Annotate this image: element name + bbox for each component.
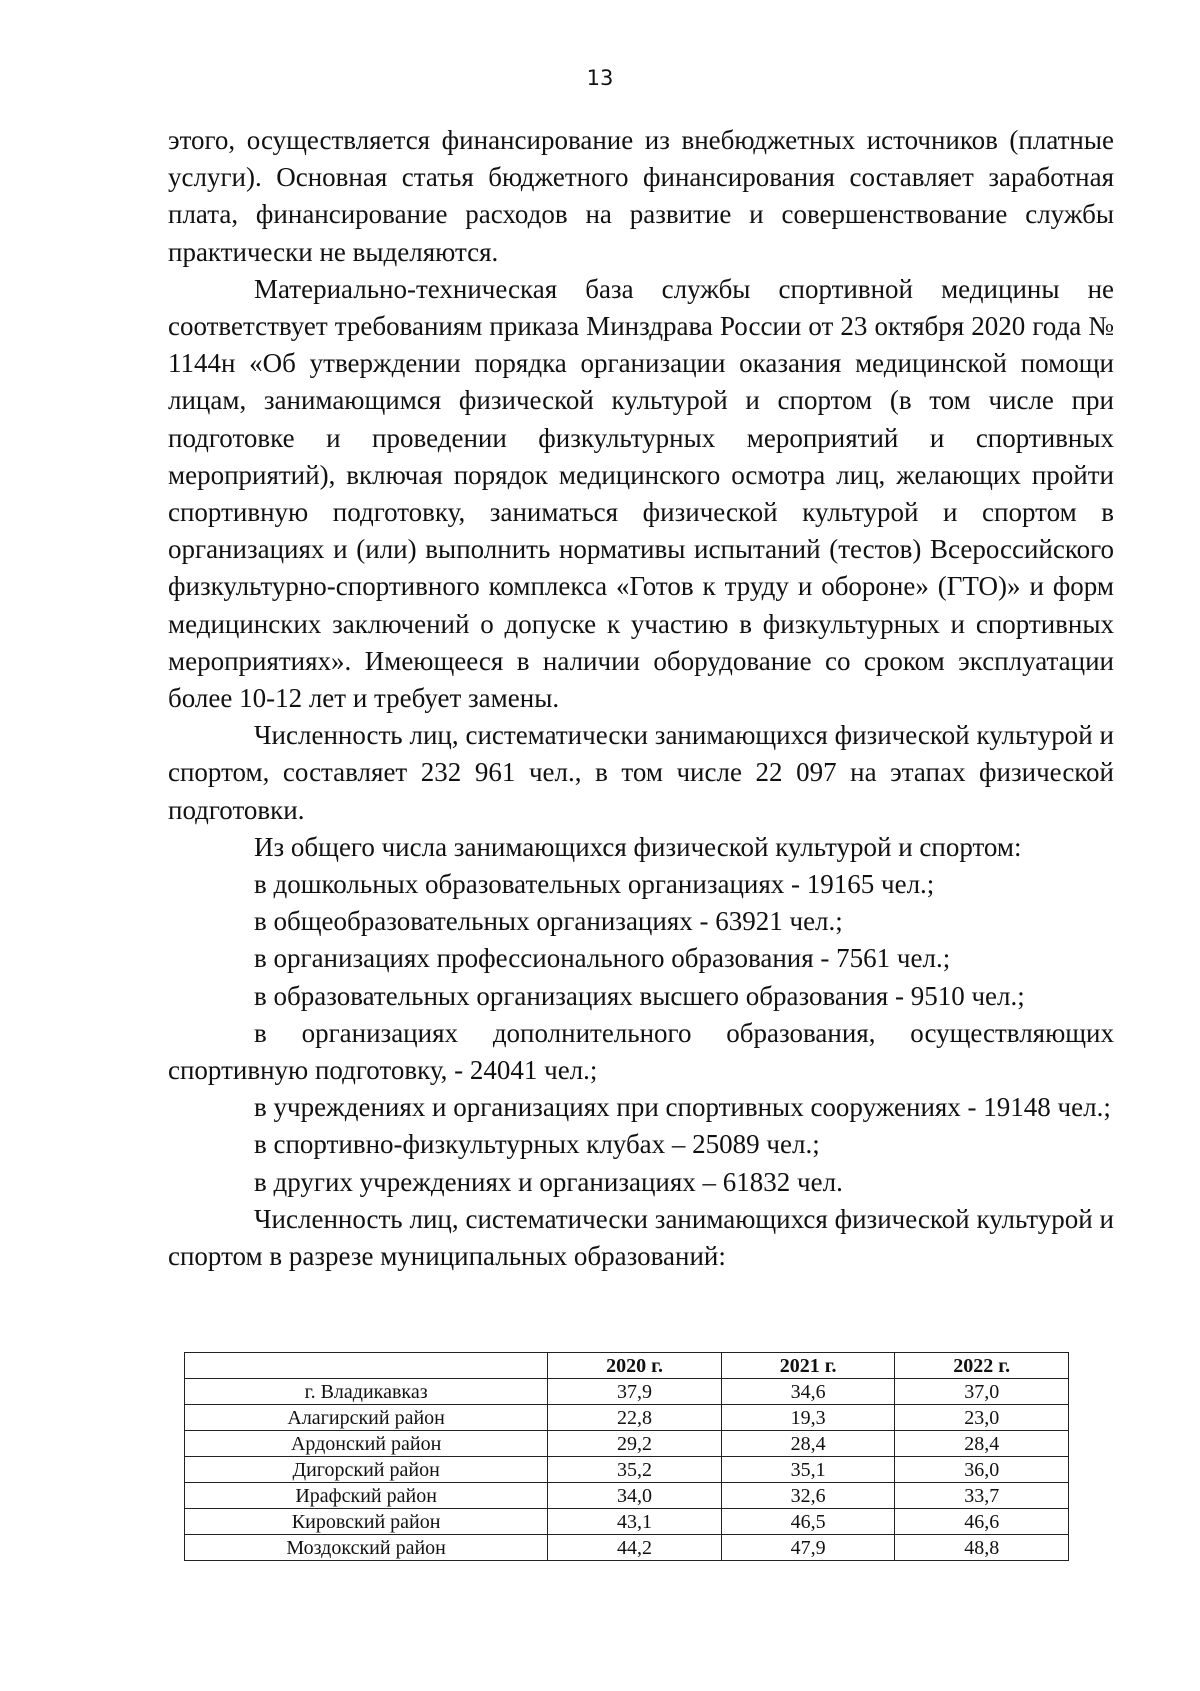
paragraph-financing: этого, осуществляется финансирование из внебюджетных источников (платные услуги). Основная статья бюджетного финансирования составляет заработная плата, финансирование расходов на развитие и совершенствование службы практически не выделяются.	[168, 125, 1114, 267]
cell-municipality: Алагирский район	[185, 1405, 548, 1431]
header-cell-2022: 2022 г.	[895, 1353, 1069, 1379]
table-row	[185, 1431, 1069, 1457]
cell-2020: 43,1	[548, 1509, 722, 1535]
list-item-other-organizations: в других учреждениях и организациях – 61832 чел.	[254, 1166, 843, 1197]
header-cell-2021: 2021 г.	[721, 1353, 895, 1379]
list-item-preschool: в дошкольных образовательных организациях - 19165 чел.;	[254, 869, 935, 900]
cell-2022: 28,4	[895, 1431, 1069, 1457]
cell-2020: 29,2	[548, 1431, 722, 1457]
table-row	[185, 1405, 1069, 1431]
cell-2022: 36,0	[895, 1457, 1069, 1483]
table-row	[185, 1509, 1069, 1535]
table-row	[185, 1457, 1069, 1483]
paragraph-material-base: Материально-техническая база службы спортивной медицины не соответствует требованиям приказа Минздрава России от 23 октября 2020 года № 1144н «Об утверждении порядка организации оказания медицинской помощи лицам, занимающимся физической культурой и спортом (в том числе при подготовке и проведении физкультурных мероприятий и спортивных мероприятий), включая порядок медицинского осмотра лиц, желающих пройти спортивную подготовку, заниматься физической культурой и спортом в организациях и (или) выполнить нормативы испытаний (тестов) Всероссийского физкультурно-спортивного комплекса «Готов к труду и обороне» (ГТО)» и форм медицинских заключений о допуске к участию в физкультурных и спортивных мероприятиях». Имеющееся в наличии оборудование со сроком эксплуатации более 10-12 лет и требует замены.	[168, 273, 1114, 714]
paragraph-breakdown-intro: Из общего числа занимающихся физической культурой и спортом:	[254, 831, 1022, 862]
cell-2021: 34,6	[721, 1379, 895, 1405]
list-item-sports-facilities: в учреждениях и организациях при спортивных сооружениях - 19148 чел.;	[254, 1092, 1111, 1123]
cell-municipality: г. Владикавказ	[185, 1379, 548, 1405]
paragraph-municipal-intro: Численность лиц, систематически занимающихся физической культурой и спортом в разрезе муниципальных образований:	[168, 1203, 1114, 1272]
page-number: 13	[586, 66, 614, 90]
cell-2020: 35,2	[548, 1457, 722, 1483]
cell-municipality: Ирафский район	[185, 1483, 548, 1509]
cell-2021: 32,6	[721, 1483, 895, 1509]
municipal-stats-table	[184, 1352, 1069, 1561]
cell-2021: 28,4	[721, 1431, 895, 1457]
cell-2021: 35,1	[721, 1457, 895, 1483]
cell-2020: 34,0	[548, 1483, 722, 1509]
table-row	[185, 1535, 1069, 1561]
table-row	[185, 1483, 1069, 1509]
list-item-vocational: в организациях профессионального образования - 7561 чел.;	[254, 943, 951, 974]
cell-2020: 44,2	[548, 1535, 722, 1561]
cell-municipality: Ардонский район	[185, 1431, 548, 1457]
header-cell-municipality	[185, 1353, 548, 1379]
cell-2022: 48,8	[895, 1535, 1069, 1561]
cell-2020: 37,9	[548, 1379, 722, 1405]
cell-2020: 22,8	[548, 1405, 722, 1431]
cell-2022: 23,0	[895, 1405, 1069, 1431]
cell-2022: 37,0	[895, 1379, 1069, 1405]
cell-municipality: Дигорский район	[185, 1457, 548, 1483]
list-item-sports-clubs: в спортивно-физкультурных клубах – 25089 чел.;	[254, 1129, 820, 1160]
table-row	[185, 1379, 1069, 1405]
list-item-higher-education: в образовательных организациях высшего образования - 9510 чел.;	[254, 980, 1025, 1011]
cell-municipality: Моздокский район	[185, 1535, 548, 1561]
document-body	[168, 122, 1114, 1275]
cell-2022: 46,6	[895, 1509, 1069, 1535]
table-header-row	[185, 1353, 1069, 1379]
list-item-additional-education: в организациях дополнительного образования, осуществляющих спортивную подготовку, - 24041 чел.;	[168, 1017, 1114, 1086]
paragraph-total-count: Численность лиц, систематически занимающихся физической культурой и спортом, составляет 232 961 чел., в том числе 22 097 на этапах физической подготовки.	[168, 720, 1114, 825]
cell-2022: 33,7	[895, 1483, 1069, 1509]
header-cell-2020: 2020 г.	[548, 1353, 722, 1379]
cell-2021: 47,9	[721, 1535, 895, 1561]
list-item-general-education: в общеобразовательных организациях - 63921 чел.;	[254, 906, 843, 937]
cell-2021: 46,5	[721, 1509, 895, 1535]
cell-2021: 19,3	[721, 1405, 895, 1431]
cell-municipality: Кировский район	[185, 1509, 548, 1535]
